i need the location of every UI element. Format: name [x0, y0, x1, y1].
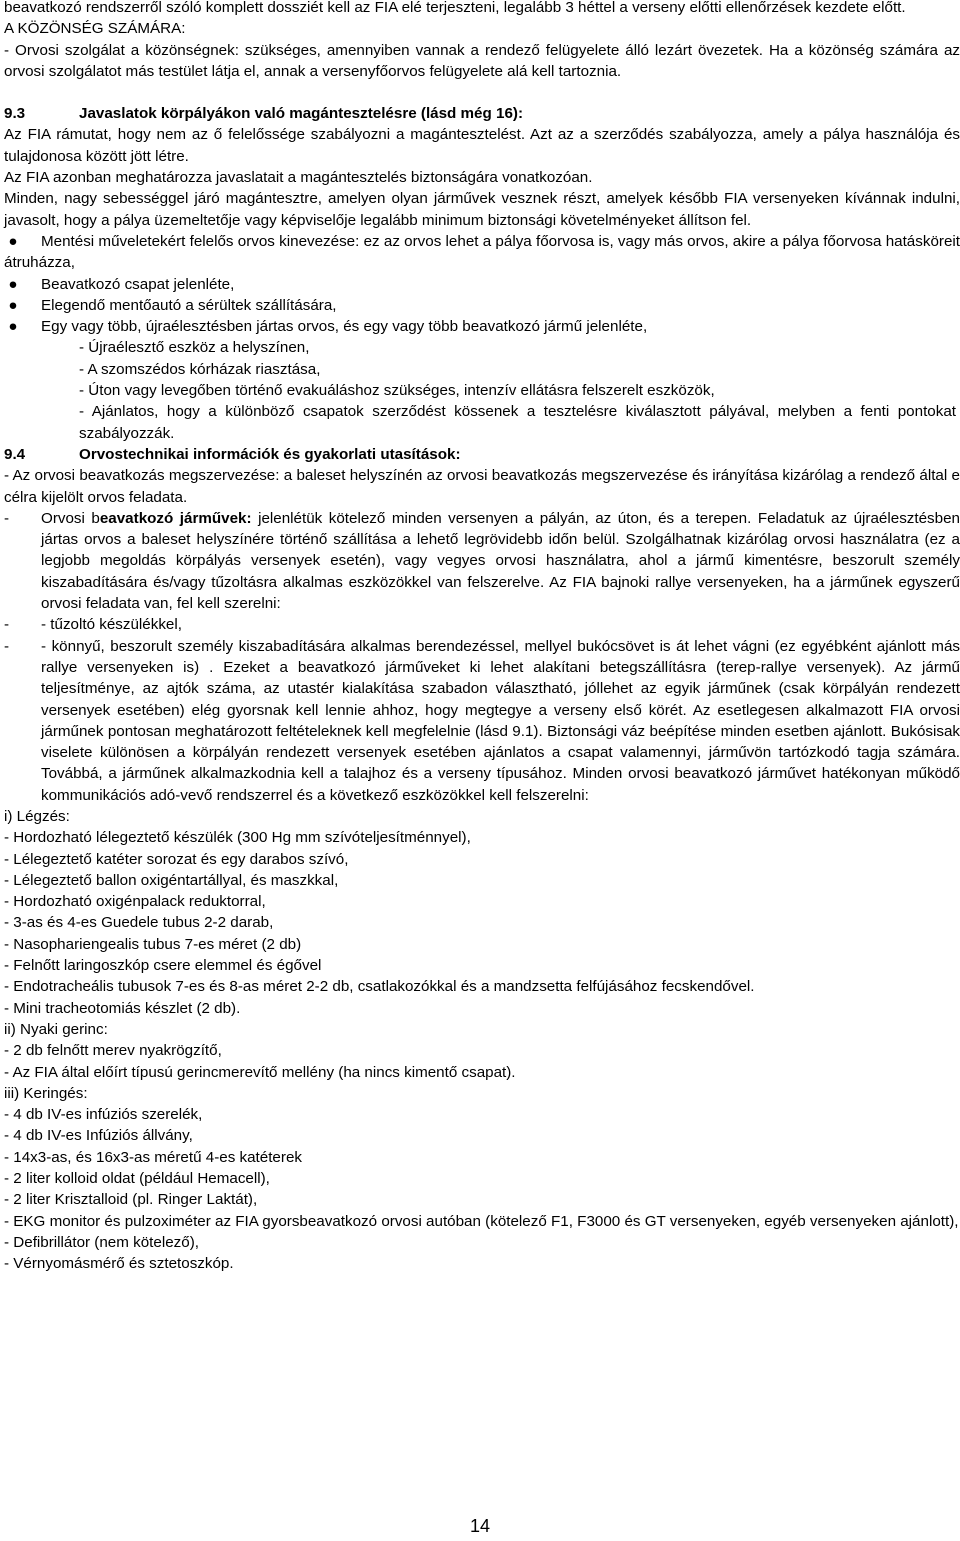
intro-paragraph: beavatkozó rendszerről szóló komplett dossziét kell az FIA elé terjeszteni, legalább 3 héttel a verseny előtti ellenőrzések kezdete előtt.	[4, 0, 906, 16]
list-item: - Felnőtt laringoszkóp csere elemmel és égővel	[4, 957, 322, 975]
medical-vehicles-paragraph	[4, 508, 960, 614]
list-item: - Mini tracheotomiás készlet (2 db).	[4, 999, 241, 1017]
bullet-icon: ●	[8, 275, 18, 293]
sub-item: - Ajánlatos, hogy a különböző csapatok szerződést kössenek a tesztelésre kiválasztott pályával, melyben a fenti pontokat szabályozzák.	[79, 403, 956, 442]
list-item: - Hordozható oxigénpalack reduktorral,	[4, 893, 266, 911]
dash-marker: -	[4, 616, 10, 634]
section-number: 9.4	[4, 445, 26, 463]
list-item: - Lélegeztető ballon oxigéntartállyal, és maszkkal,	[4, 871, 339, 889]
list-item: - Defibrillátor (nem kötelező),	[4, 1233, 199, 1251]
list-item: - 4 db IV-es Infúziós állvány,	[4, 1127, 193, 1145]
list-item: - 2 liter kolloid oldat (például Hemacell),	[4, 1170, 270, 1188]
list-item: - 4 db IV-es infúziós szerelék,	[4, 1106, 203, 1124]
dash-marker: -	[4, 637, 10, 655]
list-item: - Endotracheális tubusok 7-es és 8-as méret 2-2 db, csatlakozókkal és a mandzsetta felfújásához fecskendővel.	[4, 978, 755, 996]
bullet-icon: ●	[8, 232, 18, 250]
page-number: 14	[469, 1516, 491, 1536]
text-run: Orvosi b	[41, 509, 100, 527]
list-item: - Az FIA által előírt típusú gerincmerevítő mellény (ha nincs kimentő csapat).	[4, 1063, 516, 1081]
bullet-item	[4, 295, 960, 316]
section-title: Orvostechnikai információk és gyakorlati utasítások:	[79, 445, 461, 463]
item-text: - tűzoltó készülékkel,	[41, 616, 182, 634]
circulation-heading: iii) Keringés:	[4, 1084, 88, 1102]
bullet-icon: ●	[8, 318, 18, 336]
list-item: - Vérnyomásmérő és sztetoszkóp.	[4, 1255, 234, 1273]
section-9-3-heading	[4, 103, 960, 124]
public-medical-paragraph: - Orvosi szolgálat a közönségnek: szükséges, amennyiben vannak a rendező felügyelete álló lezárt övezetek. Ha a közönség számára az orvosi szolgálatot más testület látja el, annak a versenyfőorvos felügyelete alá kell tartoznia.	[4, 41, 960, 80]
bullet-item	[4, 316, 960, 337]
section-9-4-heading	[4, 444, 960, 465]
list-item: - Nasophariengealis tubus 7-es méret (2 db)	[4, 935, 302, 953]
dash-marker: -	[4, 509, 10, 527]
sub-item: - Újraélesztő eszköz a helyszínen,	[79, 339, 310, 357]
list-item: - 3-as és 4-es Guedele tubus 2-2 darab,	[4, 914, 274, 932]
cervical-list	[4, 1040, 960, 1083]
section-public-heading: A KÖZÖNSÉG SZÁMÁRA:	[4, 20, 186, 38]
list-item: - Hordozható lélegeztető készülék (300 Hg mm szívóteljesítménnyel),	[4, 829, 471, 847]
bullet-text: Egy vagy több, újraélesztésben jártas orvos, és egy vagy több beavatkozó jármű jelenléte,	[41, 318, 648, 336]
text-run: jelenlétük kötelező minden versenyen a pályán, az úton, és a terepen. Feladatuk az újraélesztésben jártas orvos a baleset helyszínére történő szállítása a lehető legrövidebb időn belül. Szolgálhatnak kizárólag orvosi használatra (ez a legjobb megoldás körpályás versenyek esetén), vagy vegyes orvosi használatra, ahol a jármű kimentésre, beszorult személy kiszabadítására és/vagy tűzoltásra alkalmas eszközökkel van felszerelve. Az FIA bajnoki rallye versenyeken, ha a járműnek egyszerű orvosi feladata van, fel kell szerelni:	[41, 509, 960, 613]
item-text: - könnyű, beszorult személy kiszabadítására alkalmas berendezéssel, mellyel bukócsövet is át lehet vágni (ez egyébként ajánlott más rallye versenyeken is) . Ezeket a beavatkozó járműveket ki lehet alakítani betegszállításra (terep-rallye versenyek). Az jármű teljesítménye, az ajtók száma, az utastér kialakítása szabadon választható, jóllehet az egyik járműnek (csak körpályán rendezett versenyek esetében) elég gyorsnak kell lennie ahhoz, hogy megtegye a verseny első körét. Az esetlegesen alkalmazott FIA orvosi járműnek pontosan meghatározott feltételeknek kell megfelelnie (lásd 9.1). Biztonsági váz beépítése minden esetben ajánlott. Bukósisak viselete különösen a körpályán rendezett versenyek esetében ajánlatos a csapat valamennyi, járművön tartózkodó tagja számára. Továbbá, a járműnek alkalmazkodnia kell a talajhoz és a verseny típusához. Minden orvosi beavatkozó járművet hatékonyan működő kommunikációs adó-vevő rendszerrel és a következő eszközökkel kell felszerelni:	[41, 637, 960, 804]
s94-paragraph-1: - Az orvosi beavatkozás megszervezése: a baleset helyszínén az orvosi beavatkozás megszervezése és irányítása kizárólag a rendező által e célra kijelölt orvos feladata.	[4, 467, 960, 506]
bullet-text: Beavatkozó csapat jelenléte,	[41, 275, 235, 293]
bold-term: eavatkozó járművek:	[99, 509, 252, 527]
bullet-text: Mentési műveletekért felelős orvos kinevezése: ez az orvos lehet a pálya főorvosa is, vagy más orvos, akire a pálya főorvosa hatásköreit átruházza,	[4, 232, 960, 272]
bullet-text: Elegendő mentőautó a sérültek szállítására,	[41, 296, 337, 314]
section-number: 9.3	[4, 105, 26, 123]
circulation-list	[4, 1104, 960, 1274]
s93-paragraph-1: Az FIA rámutat, hogy nem az ő felelőssége szabályozni a magántesztelést. Azt az a szerződés szabályozza, amely a pálya használója és tulajdonosa között jött létre.	[4, 126, 960, 165]
list-item: - 14x3-as, és 16x3-as méretű 4-es katéterek	[4, 1148, 302, 1166]
cervical-heading: ii) Nyaki gerinc:	[4, 1020, 108, 1038]
s93-paragraph-3: Minden, nagy sebességgel járó magántesztre, amelyen olyan járművek vesznek részt, amelyek később FIA versenyeken kívánnak indulni, javasolt, hogy a pálya üzemeltetője vagy képviselője legalább minimum biztonsági követelményeket állítson fel.	[4, 190, 960, 229]
sub-item: - Úton vagy levegőben történő evakuáláshoz szükséges, intenzív ellátásra felszerelt eszközök,	[79, 382, 715, 400]
equipment-item	[4, 636, 960, 806]
s93-paragraph-2: Az FIA azonban meghatározza javaslatait a magántesztelés biztonságára vonatkozóan.	[4, 169, 593, 187]
list-item: - 2 liter Krisztalloid (pl. Ringer Laktát),	[4, 1191, 258, 1209]
list-item: - Lélegeztető katéter sorozat és egy darabos szívó,	[4, 850, 349, 868]
breathing-list	[4, 827, 960, 1019]
bullet-item	[4, 231, 960, 274]
equipment-item	[4, 614, 960, 635]
list-item: - 2 db felnőtt merev nyakrögzítő,	[4, 1042, 222, 1060]
section-title: Javaslatok körpályákon való magántesztelésre (lásd még 16):	[79, 105, 524, 123]
list-item: - EKG monitor és pulzoximéter az FIA gyorsbeavatkozó orvosi autóban (kötelező F1, F3000 és GT versenyeken, egyéb versenyeken ajánlott),	[4, 1212, 959, 1230]
bullet-icon: ●	[8, 296, 18, 314]
breathing-heading: i) Légzés:	[4, 807, 70, 825]
bullet-item	[4, 274, 960, 295]
sub-item: - A szomszédos kórházak riasztása,	[79, 360, 321, 378]
